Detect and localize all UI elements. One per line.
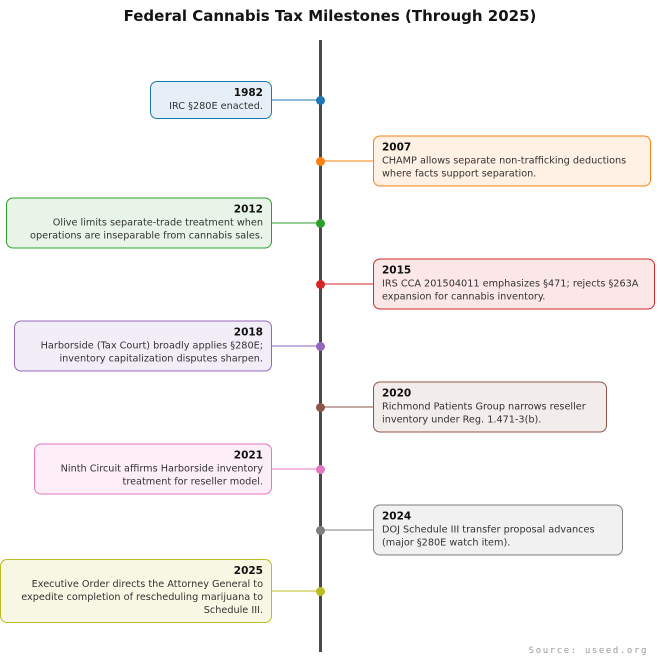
connector-line bbox=[272, 468, 321, 470]
milestone-box bbox=[373, 382, 607, 433]
milestone-text: Harborside (Tax Court) broadly applies §280E; inventory capitalization disputes sharpen. bbox=[40, 340, 263, 365]
milestone-text: CHAMP allows separate non-trafficking deductions where facts support separation. bbox=[382, 155, 627, 180]
connector-line bbox=[321, 406, 374, 408]
milestone-year: 2024 bbox=[382, 510, 412, 523]
milestone-year: 2021 bbox=[233, 449, 263, 462]
milestone-year: 2025 bbox=[233, 565, 263, 577]
milestone-box bbox=[373, 259, 655, 310]
connector-line bbox=[321, 283, 374, 285]
timeline-dot bbox=[316, 280, 325, 289]
timeline-dot bbox=[316, 465, 325, 474]
timeline-dot bbox=[316, 587, 325, 596]
milestone-box bbox=[373, 136, 651, 187]
milestone-box bbox=[6, 198, 272, 249]
connector-line bbox=[272, 99, 321, 101]
milestone-year: 2018 bbox=[233, 326, 263, 339]
milestone-year: 2007 bbox=[382, 141, 412, 154]
timeline-dot bbox=[316, 219, 325, 228]
milestone-box bbox=[0, 559, 272, 623]
milestone-box bbox=[150, 81, 272, 119]
timeline-dot bbox=[316, 157, 325, 166]
timeline-dot bbox=[316, 403, 325, 412]
milestone-text: IRS CCA 201504011 emphasizes §471; rejects §263A expansion for cannabis inventory. bbox=[382, 278, 639, 303]
milestone-text: Ninth Circuit affirms Harborside inventory treatment for reseller model. bbox=[60, 463, 263, 488]
milestone-text: Executive Order directs the Attorney General to expedite completion of rescheduling marijuana to Schedule III. bbox=[21, 579, 263, 616]
connector-line bbox=[321, 160, 374, 162]
timeline-dot bbox=[316, 526, 325, 535]
milestone-text: IRC §280E enacted. bbox=[169, 101, 263, 112]
source-caption: Source: useed.org bbox=[528, 646, 648, 656]
milestone-box bbox=[373, 505, 623, 556]
connector-line bbox=[321, 529, 374, 531]
connector-line bbox=[272, 345, 321, 347]
milestone-text: Richmond Patients Group narrows reseller inventory under Reg. 1.471-3(b). bbox=[382, 401, 586, 426]
connector-line bbox=[272, 222, 321, 224]
connector-line bbox=[272, 590, 321, 592]
milestone-year: 1982 bbox=[233, 87, 263, 99]
milestone-year: 2020 bbox=[382, 387, 412, 400]
timeline-dot bbox=[316, 342, 325, 351]
milestone-box bbox=[14, 321, 272, 372]
milestone-text: DOJ Schedule III transfer proposal advances (major §280E watch item). bbox=[382, 524, 595, 549]
milestone-text: Olive limits separate-trade treatment when operations are inseparable from cannabis sales. bbox=[30, 217, 263, 242]
page-title: Federal Cannabis Tax Milestones (Through 2025) bbox=[123, 7, 537, 25]
milestone-box bbox=[34, 444, 272, 495]
milestone-year: 2015 bbox=[382, 264, 412, 277]
timeline-dot bbox=[316, 96, 325, 105]
milestone-year: 2012 bbox=[233, 203, 263, 216]
